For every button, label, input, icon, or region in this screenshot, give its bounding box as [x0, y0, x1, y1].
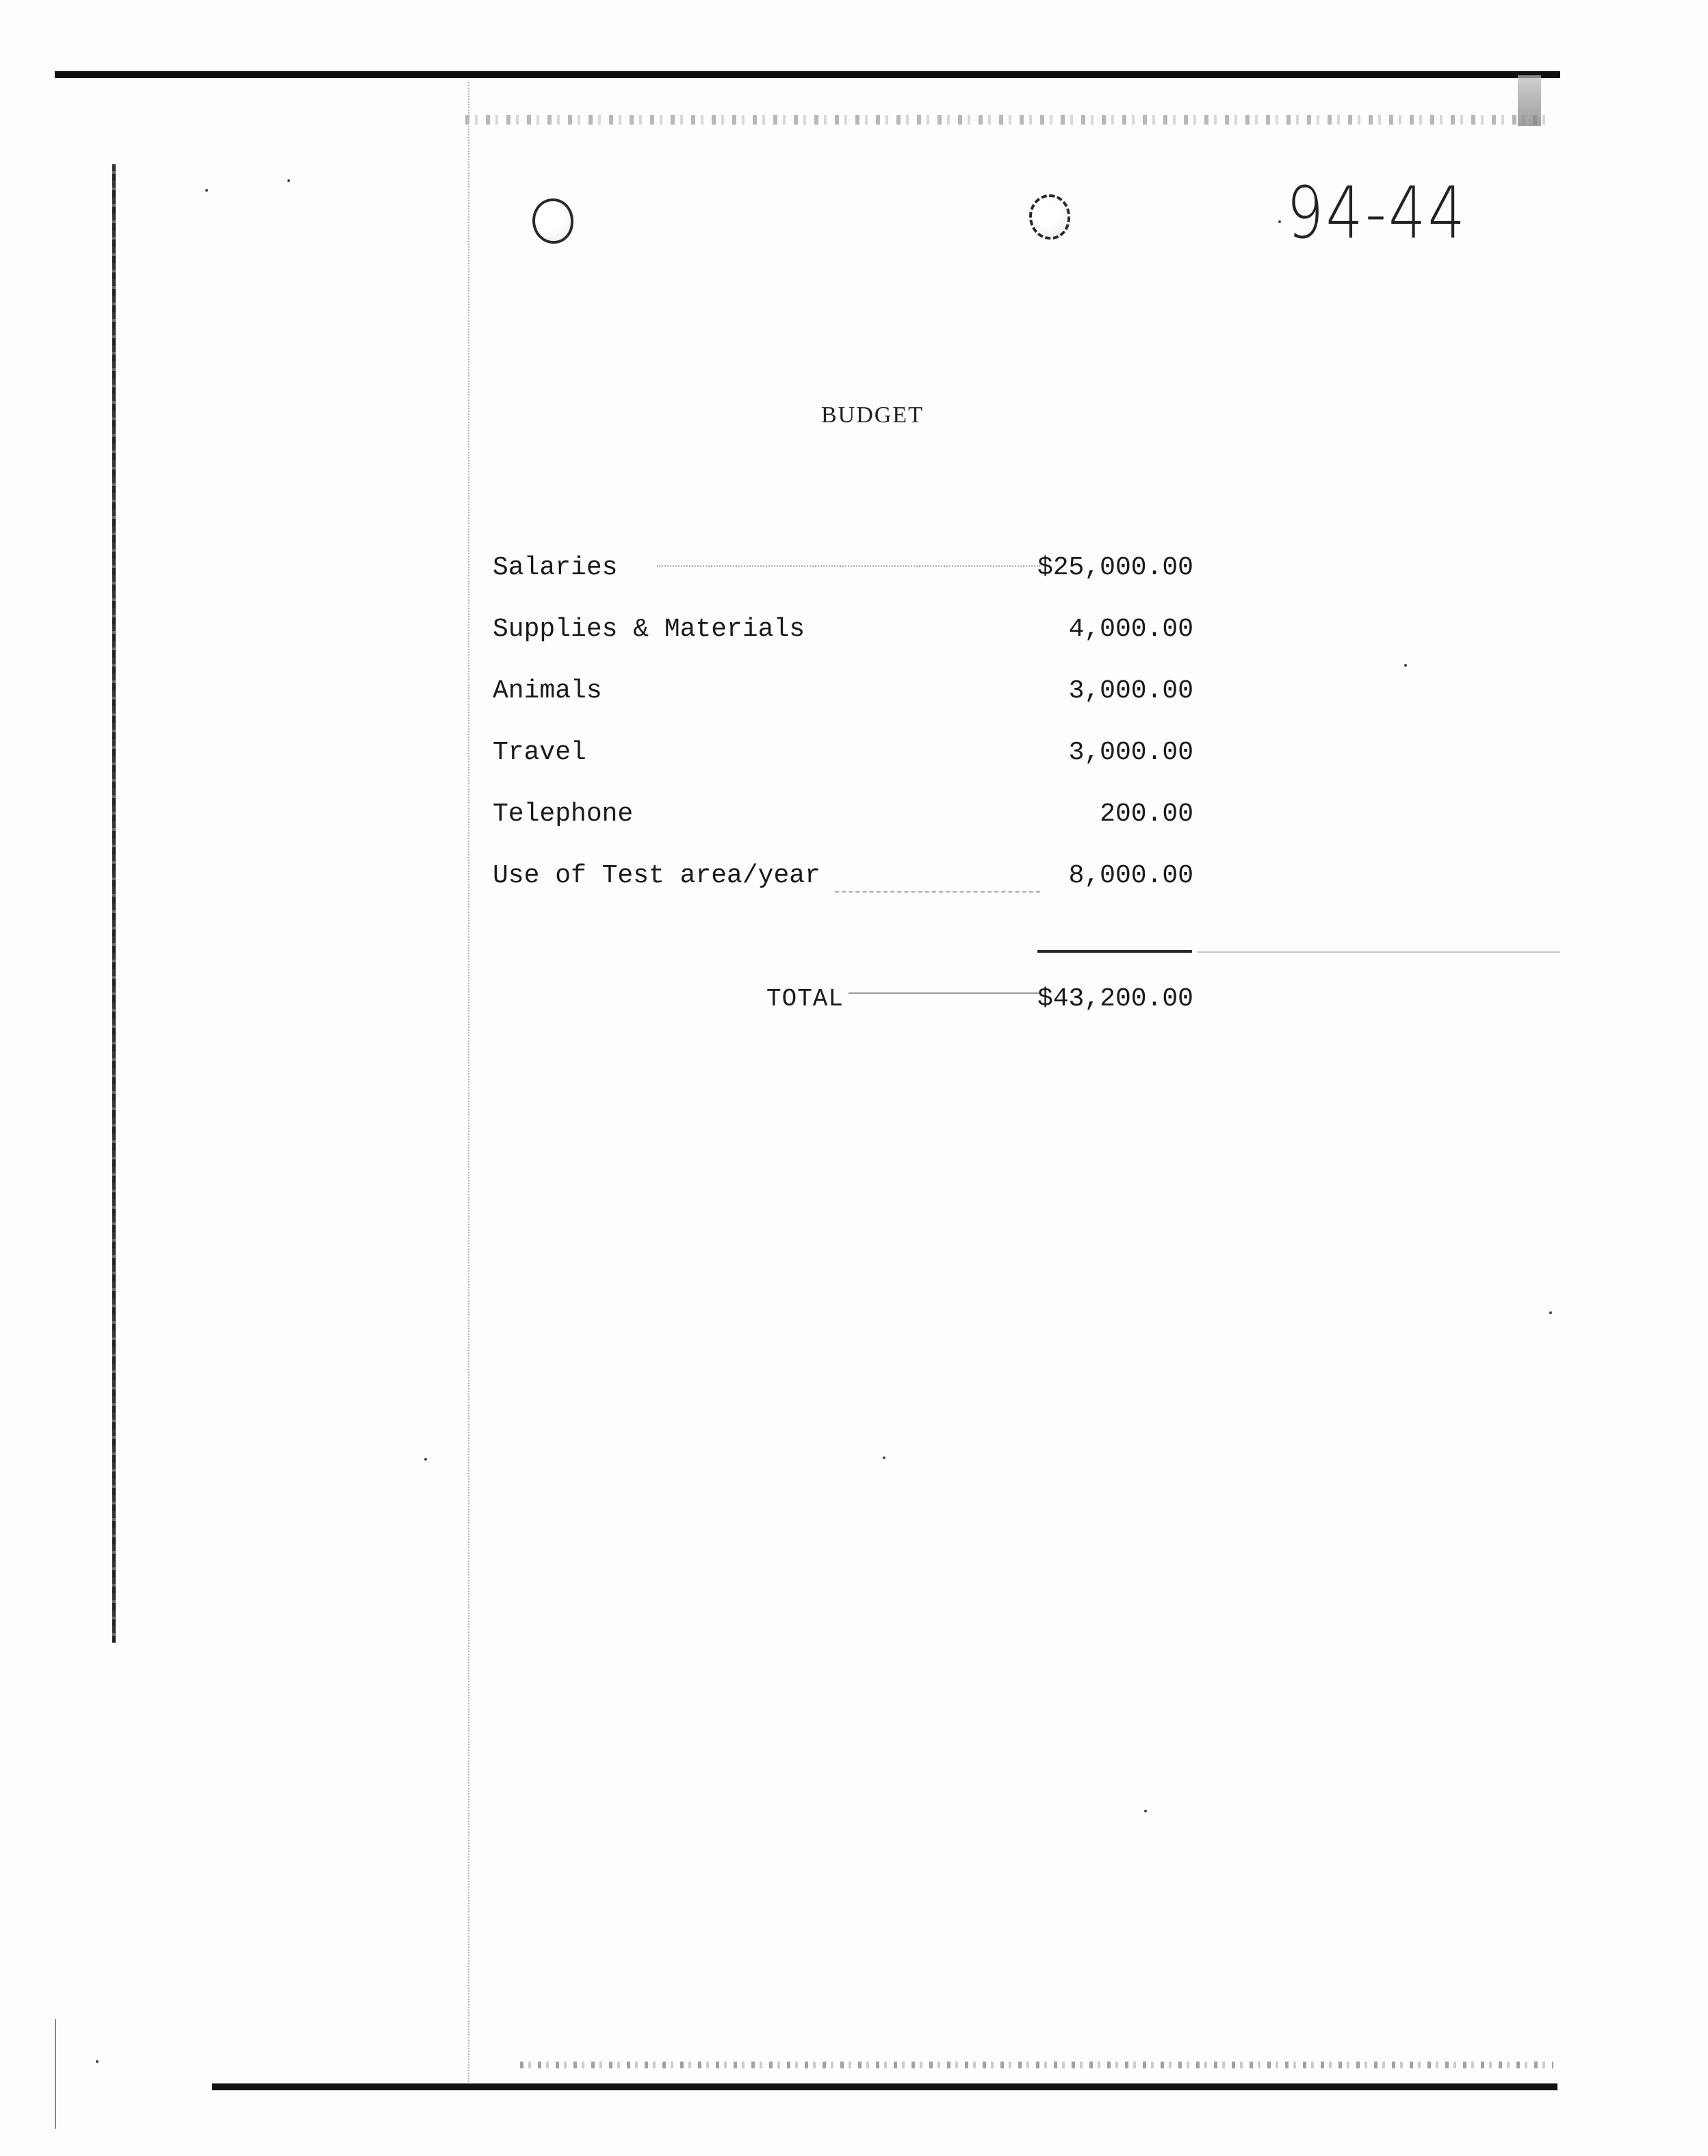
row-label: Animals	[493, 676, 602, 706]
scan-speck	[1144, 1810, 1147, 1812]
row-amount: 4,000.00	[1068, 615, 1193, 644]
budget-total-row	[493, 979, 1193, 1020]
row-amount: $25,000.00	[1037, 553, 1193, 582]
total-leader	[849, 992, 1040, 994]
margin-rule	[468, 82, 469, 2088]
row-label: Supplies & Materials	[493, 615, 805, 644]
scan-top-noise	[465, 115, 1553, 125]
scan-speck	[1404, 664, 1407, 667]
sum-rule-extension	[1198, 951, 1560, 953]
row-amount: 3,000.00	[1068, 738, 1193, 767]
total-label: TOTAL	[766, 985, 844, 1013]
scan-speck	[287, 179, 290, 182]
row-label: Travel	[493, 738, 586, 767]
scan-top-border	[55, 71, 1560, 78]
budget-row-animals	[493, 671, 1193, 732]
budget-table	[493, 548, 1193, 917]
page-title: BUDGET	[821, 402, 924, 428]
scan-speck	[883, 1456, 885, 1459]
row-amount: 8,000.00	[1068, 861, 1193, 890]
scan-speck	[424, 1458, 427, 1461]
scan-speck	[205, 189, 208, 192]
scan-bottom-border	[212, 2083, 1557, 2090]
scan-corner-mark	[1518, 75, 1541, 126]
dotted-leader	[657, 565, 1040, 567]
scan-speck	[96, 2060, 99, 2063]
budget-row-salaries	[493, 548, 1193, 609]
row-label: Use of Test area/year	[493, 861, 820, 890]
handwritten-folio-number: 94-44	[1286, 171, 1468, 255]
row-amount: 200.00	[1100, 799, 1193, 829]
scan-bottom-noise	[520, 2062, 1553, 2068]
punch-hole-right	[1029, 194, 1070, 240]
scan-speck	[1278, 220, 1281, 223]
scan-left-edge	[112, 164, 116, 1643]
budget-row-telephone	[493, 794, 1193, 856]
budget-row-travel	[493, 732, 1193, 794]
scan-speck	[1549, 1311, 1552, 1314]
row-label: Telephone	[493, 799, 634, 829]
row-label: Salaries	[493, 553, 618, 582]
sum-rule	[1037, 950, 1192, 953]
budget-row-test-area	[493, 856, 1193, 917]
row-amount: 3,000.00	[1068, 676, 1193, 706]
dashed-leader	[835, 891, 1040, 893]
budget-row-supplies	[493, 609, 1193, 671]
punch-hole-left	[532, 198, 573, 244]
total-amount: $43,200.00	[1037, 984, 1193, 1014]
scan-left-tick	[55, 2019, 56, 2129]
